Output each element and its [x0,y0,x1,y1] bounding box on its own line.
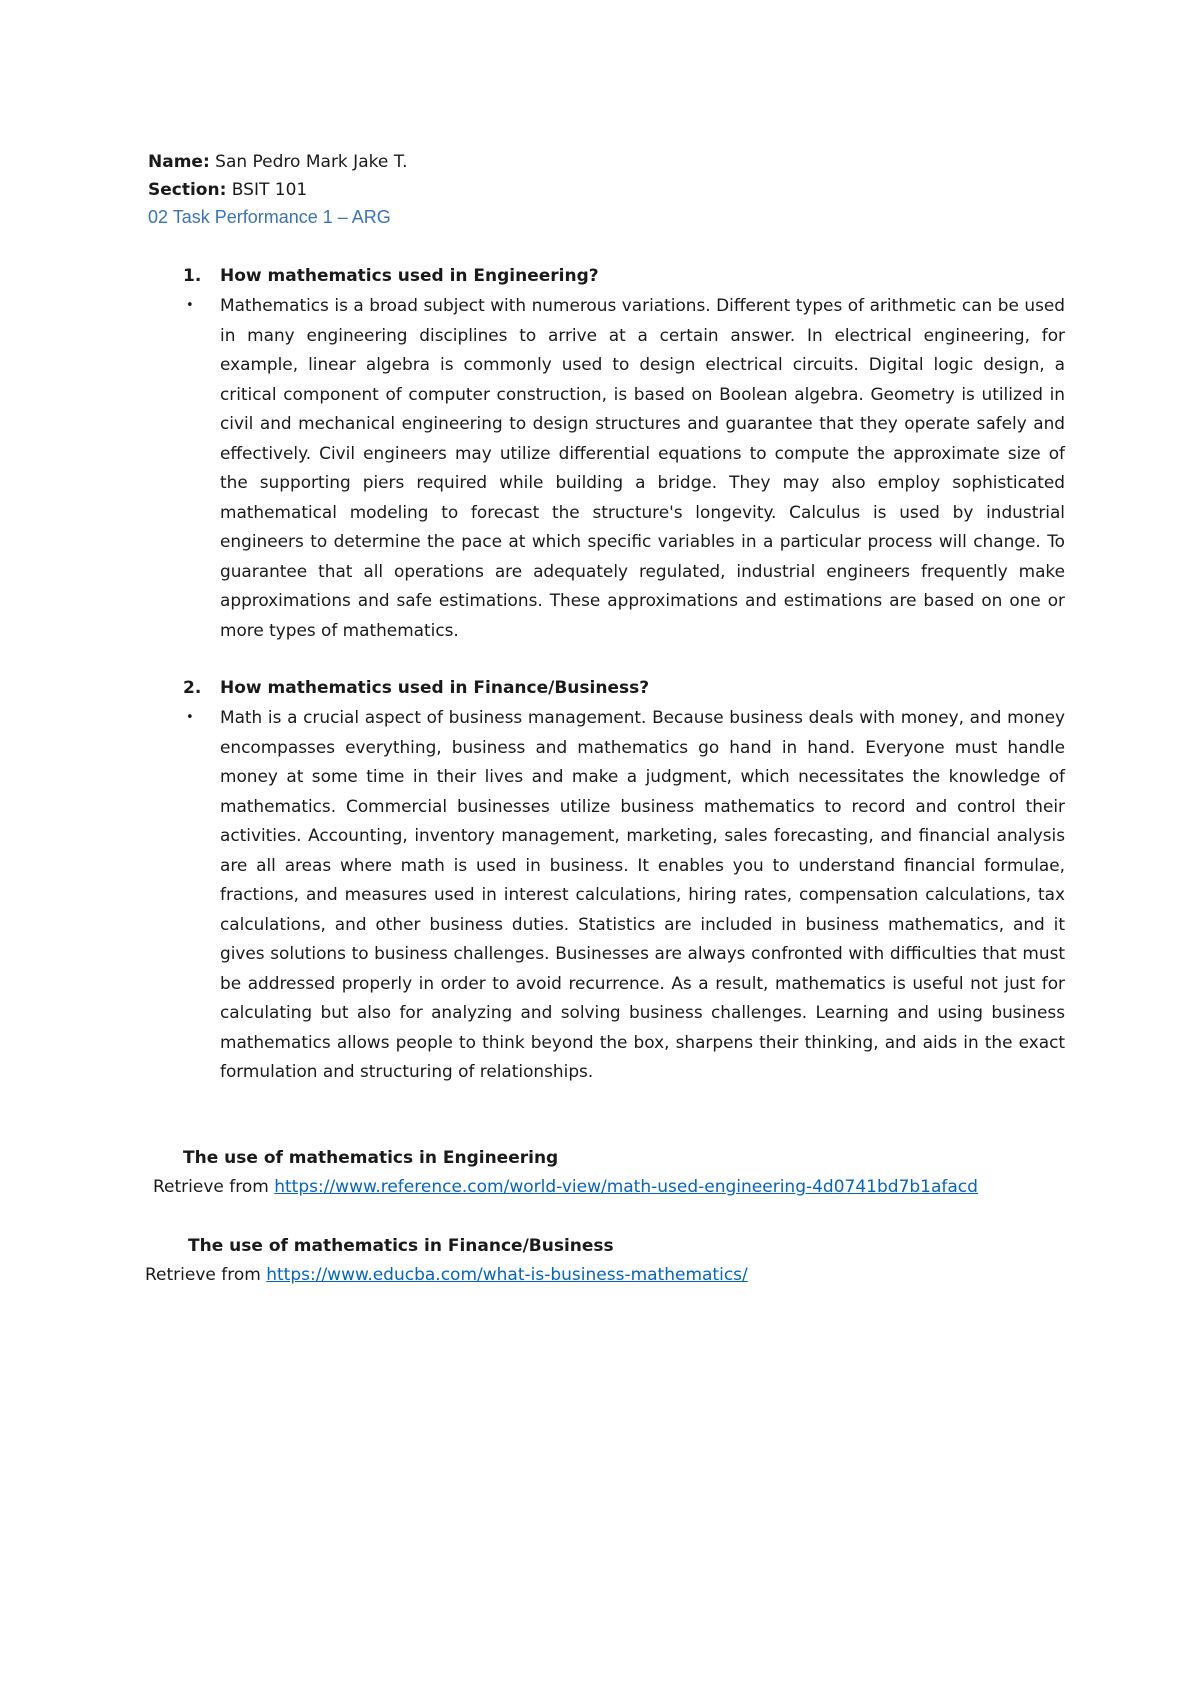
question-block-1 [183,262,1065,645]
reference-link-engineering[interactable]: https://www.reference.com/world-view/math-used-engineering-4d0741bd7b1afacd [274,1177,978,1197]
section-value: BSIT 101 [226,180,308,200]
name-line [148,148,1048,176]
answer-text: Math is a crucial aspect of business management. Because business deals with money, and money encompasses everything, business and mathematics go hand in hand. Everyone must handle money at some time in their lives and make a judgment, which necessitates the knowledge of mathematics. Commercial businesses utilize business mathematics to record and control their activities. Accounting, inventory management, marketing, sales forecasting, and financial analysis are all areas where math is used in business. It enables you to understand financial formulae, fractions, and measures used in interest calculations, hiring rates, compensation calculations, tax calculations, and other business duties. Statistics are included in business mathematics, and it gives solutions to business challenges. Businesses are always confronted with difficulties that must be addressed properly in order to avoid recurrence. As a result, mathematics is useful not just for calculating but also for analyzing and solving business challenges. Learning and using business mathematics allows people to think beyond the box, sharpens their thinking, and aids in the exact formulation and structuring of relationships. [220,707,1065,1081]
answer-paragraph [183,291,1065,645]
document-header [148,148,1048,230]
bullet-icon: • [186,710,194,725]
question-heading [183,674,1065,703]
section-label: Section: [148,180,227,200]
question-number: 2. [183,678,202,698]
reference-title-business: The use of mathematics in Finance/Business [188,1236,614,1256]
question-text: How mathematics used in Engineering? [220,266,599,286]
reference-prefix: Retrieve from [145,1265,267,1285]
question-text: How mathematics used in Finance/Business? [220,678,650,698]
task-title: 02 Task Performance 1 – ARG [148,207,391,227]
reference-line-business [145,1261,748,1289]
reference-link-business[interactable]: https://www.educba.com/what-is-business-mathematics/ [266,1265,748,1285]
bullet-icon: • [186,298,194,313]
reference-line-engineering [153,1173,978,1201]
answer-text: Mathematics is a broad subject with numerous variations. Different types of arithmetic can be used in many engineering disciplines to arrive at a certain answer. In electrical engineering, for example, linear algebra is commonly used to design electrical circuits. Digital logic design, a critical component of computer construction, is based on Boolean algebra. Geometry is utilized in civil and mechanical engineering to design structures and guarantee that they operate safely and effectively. Civil engineers may utilize differential equations to compute the approximate size of the supporting piers required while building a bridge. They may also employ sophisticated mathematical modeling to forecast the structure's longevity. Calculus is used by industrial engineers to determine the pace at which specific variables in a particular process will change. To guarantee that all operations are adequately regulated, industrial engineers frequently make approximations and safe estimations. These approximations and estimations are based on one or more types of mathematics. [220,295,1065,640]
section-line [148,176,1048,204]
reference-title-engineering: The use of mathematics in Engineering [183,1148,559,1168]
name-label: Name: [148,152,210,172]
question-heading [183,262,1065,291]
question-number: 1. [183,266,202,286]
name-value: San Pedro Mark Jake T. [209,152,408,172]
answer-paragraph [183,703,1065,1087]
reference-prefix: Retrieve from [153,1177,275,1197]
question-block-2 [183,674,1065,1087]
